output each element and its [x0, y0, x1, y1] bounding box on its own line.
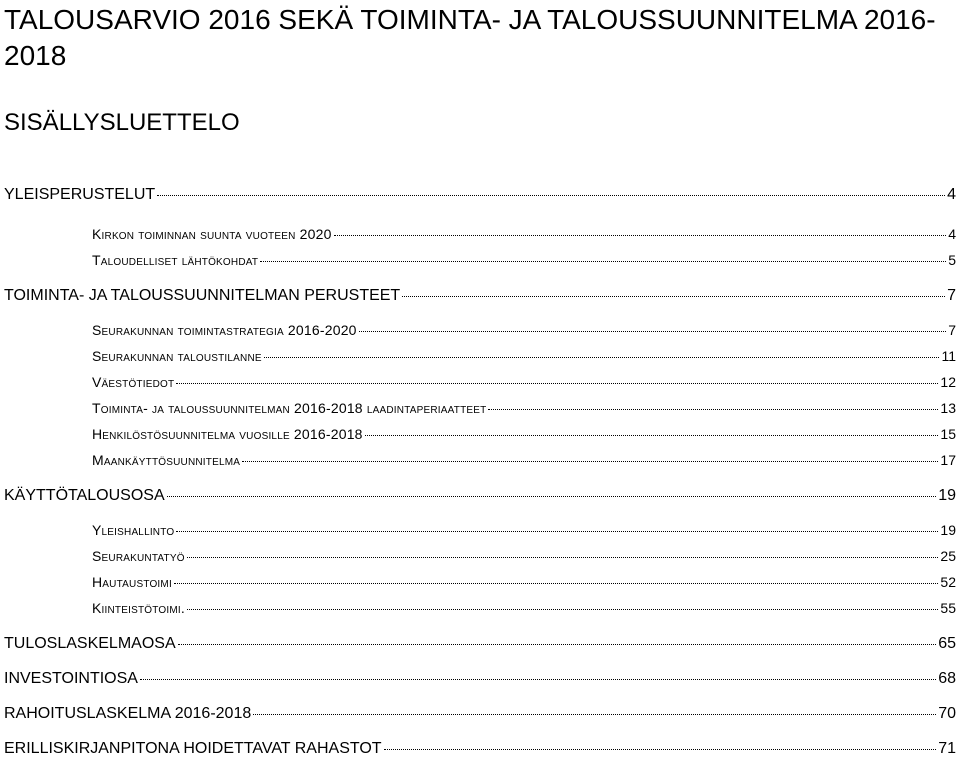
toc-dot-leader	[488, 409, 938, 410]
toc-entry-label: Toiminta- ja taloussuunnitelman 2016-2018 laadintaperiaatteet	[92, 400, 487, 416]
toc-page-number: 5	[948, 252, 956, 268]
toc-dot-leader	[359, 331, 947, 332]
toc-dot-leader	[140, 679, 936, 680]
toc-page-number: 7	[948, 322, 956, 338]
toc-subsection-entry[interactable]	[92, 252, 956, 270]
toc-entry-label: Seurakuntatyö	[92, 548, 185, 564]
toc-subsection-entry[interactable]	[92, 226, 956, 244]
toc-dot-leader	[242, 461, 938, 462]
toc-subsection-entry[interactable]	[92, 452, 956, 470]
toc-subsection-entry[interactable]	[92, 348, 956, 366]
toc-subsection-entry[interactable]	[92, 374, 956, 392]
toc-dot-leader	[176, 383, 938, 384]
toc-entry-label: Taloudelliset lähtökohdat	[92, 252, 259, 268]
toc-entry-label: Kiinteistötoimi.	[92, 600, 185, 616]
toc-section-entry[interactable]	[4, 287, 956, 307]
toc-entry-label: Yleishallinto	[92, 522, 175, 538]
toc-page-number: 4	[947, 186, 956, 203]
toc-entry-label: Kirkon toiminnan suunta vuoteen 2020	[92, 226, 332, 242]
toc-page-number: 25	[940, 548, 956, 564]
toc-subsection-entry[interactable]	[92, 522, 956, 540]
toc-subsection-entry[interactable]	[92, 600, 956, 618]
document-title: TALOUSARVIO 2016 SEKÄ TOIMINTA- JA TALOUSSUUNNITELMA 2016-2018	[4, 4, 936, 71]
toc-entry-label: ERILLISKIRJANPITONA HOIDETTAVAT RAHASTOT	[4, 740, 382, 757]
toc-dot-leader	[260, 261, 946, 262]
toc-dot-leader	[334, 235, 947, 236]
toc-subsection-entry[interactable]	[92, 548, 956, 566]
toc-page-number: 19	[940, 522, 956, 538]
toc-section-entry[interactable]	[4, 186, 956, 206]
toc-subsection-entry[interactable]	[92, 574, 956, 592]
toc-entry-label: RAHOITUSLASKELMA 2016-2018	[4, 705, 252, 722]
toc-entry-label: Henkilöstösuunnitelma vuosille 2016-2018	[92, 426, 363, 442]
toc-entry-label: TULOSLASKELMAOSA	[4, 635, 176, 652]
toc-page-number: 19	[938, 487, 956, 504]
toc-page-number: 65	[938, 635, 956, 652]
toc-dot-leader	[176, 531, 938, 532]
toc-section-entry[interactable]	[4, 705, 956, 725]
toc-page-number: 55	[940, 600, 956, 616]
toc-page-number: 15	[940, 426, 956, 442]
toc-page-number: 11	[941, 348, 956, 364]
toc-subsection-entry[interactable]	[92, 400, 956, 418]
toc-page-number: 71	[938, 740, 956, 757]
toc-section-entry[interactable]	[4, 670, 956, 690]
toc-dot-leader	[174, 583, 938, 584]
toc-dot-leader	[178, 644, 937, 645]
toc-entry-label: Maankäyttösuunnitelma	[92, 452, 241, 468]
toc-dot-leader	[384, 749, 937, 750]
toc-dot-leader	[253, 714, 936, 715]
toc-section-entry[interactable]	[4, 635, 956, 655]
toc-subsection-entry[interactable]	[92, 426, 956, 444]
toc-dot-leader	[187, 557, 939, 558]
toc-page-number: 70	[938, 705, 956, 722]
toc-section-entry[interactable]	[4, 740, 956, 760]
toc-dot-leader	[157, 195, 945, 196]
toc-entry-label: YLEISPERUSTELUT	[4, 186, 156, 203]
toc-page-number: 52	[940, 574, 956, 590]
toc-dot-leader	[264, 357, 940, 358]
toc-heading: SISÄLLYSLUETTELO	[4, 109, 240, 136]
toc-page-number: 4	[948, 226, 956, 242]
toc-dot-leader	[365, 435, 939, 436]
toc-dot-leader	[167, 496, 937, 497]
toc-page-number: 17	[940, 452, 956, 468]
toc-page-number: 7	[947, 287, 956, 304]
toc-entry-label: Seurakunnan toimintastrategia 2016-2020	[92, 322, 357, 338]
toc-entry-label: TOIMINTA- JA TALOUSSUUNNITELMAN PERUSTEET	[4, 287, 401, 304]
toc-dot-leader	[402, 296, 945, 297]
toc-subsection-entry[interactable]	[92, 322, 956, 340]
toc-entry-label: Väestötiedot	[92, 374, 175, 390]
toc-section-entry[interactable]	[4, 487, 956, 507]
toc-entry-label: Hautaustoimi	[92, 574, 172, 590]
toc-entry-label: INVESTOINTIOSA	[4, 670, 138, 687]
toc-dot-leader	[187, 609, 939, 610]
toc-entry-label: KÄYTTÖTALOUSOSA	[4, 487, 165, 504]
toc-entry-label: Seurakunnan taloustilanne	[92, 348, 262, 364]
toc-page-number: 12	[940, 374, 956, 390]
toc-page-number: 13	[940, 400, 956, 416]
toc-page-number: 68	[938, 670, 956, 687]
